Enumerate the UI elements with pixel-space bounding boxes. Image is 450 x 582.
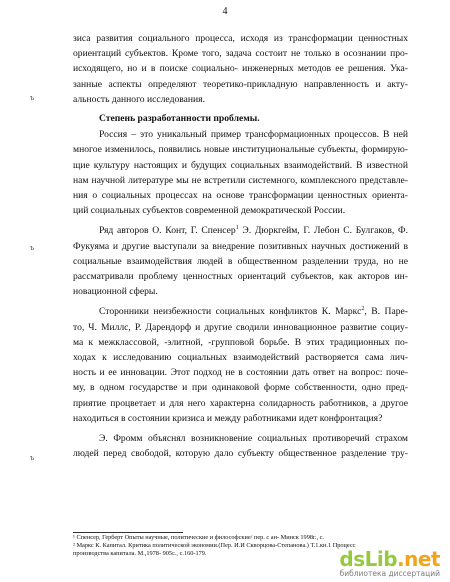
logo-text: dsLib [339,547,398,571]
text-segment: , В. Паре- [364,306,408,318]
text-segment: Сторонники неизбежности социальных конфликтов К. Маркс [99,306,362,318]
text-line: Э. Фромм объяснял возникновение социальных противоречий страхом [99,433,408,445]
text-line: щие культуру настоящих и будущих социальных взаимодействий. В известной [73,159,408,171]
text-line: нам научной литературе мы не встретили системного, комплексного представле- [73,174,408,186]
footnote: ² Маркс К. Капитал. Критика политической экономии.(Пер. И.И Скворцова-Степанова.) Т.1.кн.1 Процесс [73,542,356,550]
text-line [73,223,408,238]
text-line: ориентаций субъектов. Кроме того, задача состоит не только в осознании про- [73,48,408,60]
text-line: новационной сферы. [73,286,158,298]
section-heading: Степень разработанности проблемы. [99,113,260,125]
text-line: ций социальных субъектов современной демократической России. [73,205,346,217]
text-segment: Ряд авторов О. Конт, Г. Спенсер [99,225,236,237]
text-line: исходящего, но и в поиске социально- инженерных методов ее решения. Ука- [73,63,408,75]
footnote: производства капитала. М.,1978- 905с., с.160-179. [73,550,207,558]
dslib-logo [339,547,440,571]
footnote-ref: 1 [235,225,239,232]
margin-mark: ъ [30,93,35,102]
text-line: му, в одном государстве и при одинаковой форме собственности, одно пред- [73,382,408,394]
footnote-ref: 2 [361,306,365,313]
text-line: зиса развития социального процесса, исходя из трансформации ценностных [73,33,408,44]
text-line: находиться в состоянии кризиса и между работниками идет конфронтация? [73,412,383,424]
text-line: ность и ее инновации. Этот подход не в состоянии дать ответ на вопрос: поче- [73,367,408,379]
margin-mark: ъ [30,243,35,252]
text-line: Фукуяма и другие выступали за внедрение позитивных научных достижений в [73,240,408,252]
text-line: людей перед свободой, которую дало субъекту общественное разделение тру- [73,448,408,460]
watermark [339,547,440,578]
body-text [73,31,408,461]
text-line: социальные взаимодействия людей в общественном разделении труда, но не [73,255,408,267]
watermark-caption: библиотека диссертаций [339,569,440,578]
footnote-divider [73,532,183,533]
text-line: альность данного исследования. [73,93,205,105]
text-line: Россия – это уникальный пример трансформационных процессов. В ней [99,129,408,141]
text-segment: Э. Дюркгейм, Г. Лебон С. Булгаков, Ф. [238,225,408,237]
text-line: ния о социальных процессах на основе трансформации ценностных ориента- [73,190,408,202]
text-line: занные аспекты определяют теоретико-прикладную направленность и акту- [73,78,408,90]
text-line: ма к межклассовой, -элитной, -групповой борьбе. В этих традиционных по- [73,336,408,348]
text-line [73,304,408,319]
footnote: ¹ Спенсер, Герберт Опыты научные, политические и философские/ пер. с ан- Минск 1998г., с. [73,534,324,541]
page-number: 4 [222,6,228,17]
margin-mark: ъ [30,453,35,462]
text-line: приятие процветает и для него характерна солидарность работников, а другое [73,397,408,409]
text-line: рассматривали проблему ценностных ориентаций субъектов, как акторов ин- [73,271,408,283]
text-line: ходах к исследованию социальных взаимодействий растворяется сама лич- [73,352,408,364]
text-line: то, Ч. Миллс, Р. Дарендорф и другие сводили инновационное развитие социу- [73,321,408,333]
text-line: многое изменилось, появились новые институциональные субъекты, формирую- [73,144,408,156]
logo-domain: .net [397,547,440,571]
